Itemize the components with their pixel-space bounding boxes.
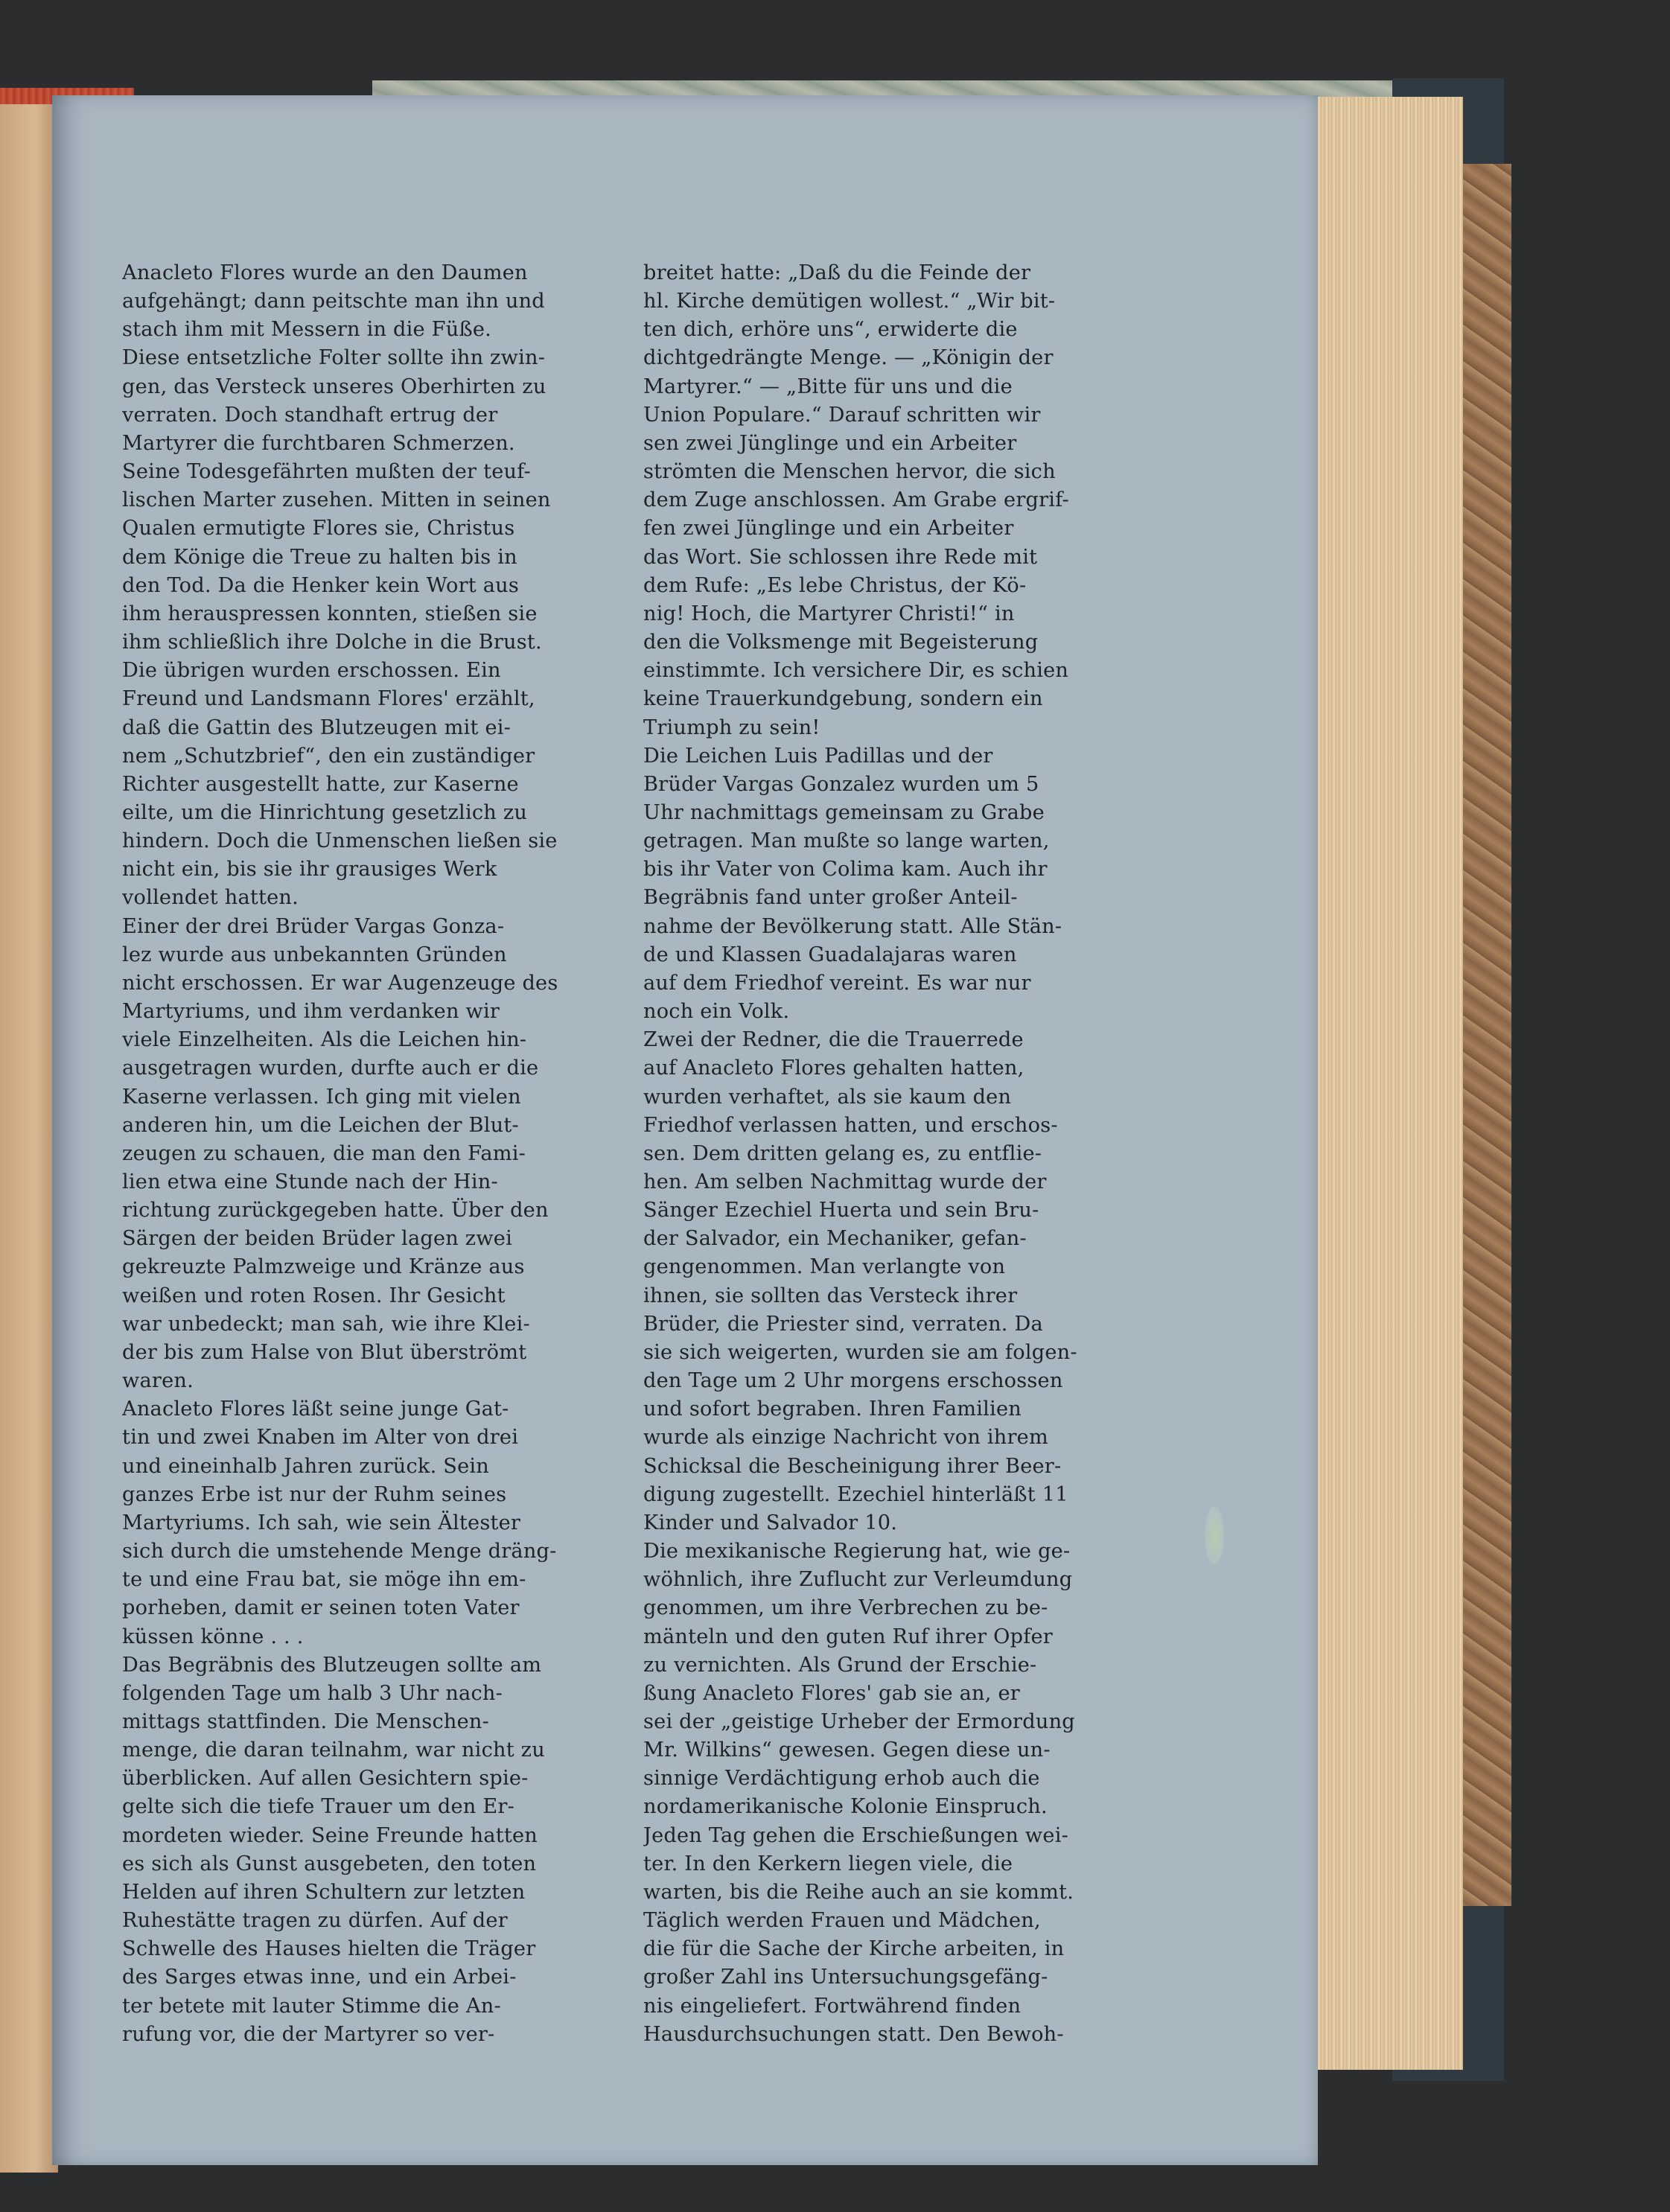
text-line: getragen. Man mußte so lange warten, xyxy=(643,829,1050,853)
text-line: auf Anacleto Flores gehalten hatten, xyxy=(643,1056,1024,1080)
text-line: noch ein Volk. xyxy=(643,1000,790,1024)
text-line: wurde als einzige Nachricht von ihrem xyxy=(643,1426,1048,1450)
text-line: nis eingeliefert. Fortwährend finden xyxy=(643,1994,1022,2018)
text-line: dichtgedrängte Menge. — „Königin der xyxy=(643,346,1054,370)
text-line: folgenden Tage um halb 3 Uhr nach- xyxy=(122,1681,503,1705)
text-line: porheben, damit er seinen toten Vater xyxy=(122,1596,520,1620)
paragraph xyxy=(643,1026,1144,1537)
text-line: war unbedeckt; man sah, wie ihre Klei- xyxy=(122,1312,530,1336)
text-line: Särgen der beiden Brüder lagen zwei xyxy=(122,1227,512,1251)
text-line: mordeten wieder. Seine Freunde hatten xyxy=(122,1823,538,1847)
text-line: gengenommen. Man verlangte von xyxy=(643,1255,1006,1279)
text-line: eilte, um die Hinrichtung gesetzlich zu xyxy=(122,800,528,824)
text-line: anderen hin, um die Leichen der Blut- xyxy=(122,1113,519,1137)
text-line: vollendet hatten. xyxy=(122,886,299,910)
text-line: verraten. Doch standhaft ertrug der xyxy=(122,403,498,427)
text-line: Schwelle des Hauses hielten die Träger xyxy=(122,1937,536,1961)
text-line: Sänger Ezechiel Huerta und sein Bru- xyxy=(643,1199,1039,1223)
text-column-right xyxy=(643,259,1144,2046)
text-line: Martyrer.“ — „Bitte für uns und die xyxy=(643,374,1013,398)
text-line: ten dich, erhöre uns“, erwiderte die xyxy=(643,318,1018,342)
text-line: gelte sich die tiefe Trauer um den Er- xyxy=(122,1795,514,1819)
text-line: der bis zum Halse von Blut überströmt xyxy=(122,1340,527,1364)
text-line: menge, die daran teilnahm, war nicht zu xyxy=(122,1738,545,1762)
text-line: Helden auf ihren Schultern zur letzten xyxy=(122,1880,526,1904)
text-line: Schicksal die Bescheinigung ihrer Beer- xyxy=(643,1454,1062,1478)
text-line: den Tod. Da die Henker kein Wort aus xyxy=(122,573,520,597)
text-line: hl. Kirche demütigen wollest.“ „Wir bit- xyxy=(643,290,1056,313)
text-line: ihnen, sie sollten das Versteck ihrer xyxy=(643,1284,1018,1307)
text-line: gen, das Versteck unseres Oberhirten zu xyxy=(122,374,546,398)
text-line: Seine Todesgefährten mußten der teuf- xyxy=(122,460,531,484)
text-line: Martyriums, und ihm verdanken wir xyxy=(122,1000,500,1024)
text-line: nicht erschossen. Er war Augenzeuge des xyxy=(122,971,558,995)
paragraph xyxy=(122,1395,613,1651)
text-line: te und eine Frau bat, sie möge ihn em- xyxy=(122,1568,526,1592)
text-line: bis ihr Vater von Colima kam. Auch ihr xyxy=(643,858,1048,882)
text-line: weißen und roten Rosen. Ihr Gesicht xyxy=(122,1284,506,1307)
text-line: Freund und Landsmann Flores' erzählt, xyxy=(122,687,535,711)
text-line: Die Leichen Luis Padillas und der xyxy=(643,744,993,768)
text-line: de und Klassen Guadalajaras waren xyxy=(643,943,1017,966)
text-line: strömten die Menschen hervor, die sich xyxy=(643,460,1056,484)
text-line: es sich als Gunst ausgebeten, den toten xyxy=(122,1852,537,1875)
text-line: lischen Marter zusehen. Mitten in seinen xyxy=(122,488,551,512)
text-line: wurden verhaftet, als sie kaum den xyxy=(643,1085,1012,1109)
text-line: richtung zurückgegeben hatte. Über den xyxy=(122,1199,549,1223)
text-line: ßung Anacleto Flores' gab sie an, er xyxy=(643,1681,1020,1705)
text-line: einstimmte. Ich versichere Dir, es schien xyxy=(643,659,1069,683)
text-line: Die übrigen wurden erschossen. Ein xyxy=(122,659,501,683)
text-line: das Wort. Sie schlossen ihre Rede mit xyxy=(643,545,1038,569)
text-line: lien etwa eine Stunde nach der Hin- xyxy=(122,1170,498,1193)
text-line: des Sarges etwas inne, und ein Arbei- xyxy=(122,1966,517,1989)
text-line: sei der „geistige Urheber der Ermordung xyxy=(643,1709,1075,1733)
text-line: Richter ausgestellt hatte, zur Kaserne xyxy=(122,772,519,796)
text-line: gekreuzte Palmzweige und Kränze aus xyxy=(122,1255,525,1279)
text-line: hindern. Doch die Unmenschen ließen sie xyxy=(122,829,558,853)
text-line: zeugen zu schauen, die man den Fami- xyxy=(122,1141,526,1165)
text-line: den die Volksmenge mit Begeisterung xyxy=(643,631,1039,654)
text-line: ihm schließlich ihre Dolche in die Brust. xyxy=(122,631,542,654)
paragraph xyxy=(643,742,1144,1027)
page-stain xyxy=(1205,1506,1224,1564)
text-line: und eineinhalb Jahren zurück. Sein xyxy=(122,1454,490,1478)
text-line: Kaserne verlassen. Ich ging mit vielen xyxy=(122,1085,521,1109)
text-line: Friedhof verlassen hatten, und erschos- xyxy=(643,1113,1058,1137)
text-line: tin und zwei Knaben im Alter von drei xyxy=(122,1426,519,1450)
paragraph xyxy=(643,259,1144,742)
text-line: Diese entsetzliche Folter sollte ihn zwin- xyxy=(122,346,546,370)
text-line: stach ihm mit Messern in die Füße. xyxy=(122,318,491,342)
text-line: Einer der drei Brüder Vargas Gonza- xyxy=(122,914,505,938)
text-line: viele Einzelheiten. Als die Leichen hin- xyxy=(122,1028,527,1052)
text-line: daß die Gattin des Blutzeugen mit ei- xyxy=(122,715,511,739)
text-line: dem Rufe: „Es lebe Christus, der Kö- xyxy=(643,573,1027,597)
left-page-edge xyxy=(0,88,58,2173)
paragraph xyxy=(122,913,613,1396)
text-line: Triumph zu sein! xyxy=(643,715,820,739)
paragraph xyxy=(122,259,613,913)
text-line: Ruhestätte tragen zu dürfen. Auf der xyxy=(122,1909,508,1933)
text-line: mänteln und den guten Ruf ihrer Opfer xyxy=(643,1625,1054,1648)
text-line: zu vernichten. Als Grund der Erschie- xyxy=(643,1653,1037,1677)
text-line: lez wurde aus unbekannten Gründen xyxy=(122,943,507,966)
text-line: ausgetragen wurden, durfte auch er die xyxy=(122,1056,539,1080)
text-line: nicht ein, bis sie ihr grausiges Werk xyxy=(122,858,497,882)
text-line: Martyrer die furchtbaren Schmerzen. xyxy=(122,431,515,455)
text-line: breitet hatte: „Daß du die Feinde der xyxy=(643,261,1031,284)
text-line: nem „Schutzbrief“, den ein zuständiger xyxy=(122,744,535,768)
text-line: Hausdurchsuchungen statt. Den Bewoh- xyxy=(643,2022,1064,2046)
text-line: Union Populare.“ Darauf schritten wir xyxy=(643,403,1041,427)
text-line: digung zugestellt. Ezechiel hinterläßt 11 xyxy=(643,1482,1068,1506)
text-line: Jeden Tag gehen die Erschießungen wei- xyxy=(643,1823,1068,1847)
text-line: auf dem Friedhof vereint. Es war nur xyxy=(643,971,1031,995)
text-line: küssen könne . . . xyxy=(122,1625,304,1648)
paragraph xyxy=(122,1651,613,2049)
text-line: Kinder und Salvador 10. xyxy=(643,1511,898,1534)
text-column-left xyxy=(122,259,613,2046)
text-line: Mr. Wilkins“ gewesen. Gegen diese un- xyxy=(643,1738,1051,1762)
text-line: nahme der Bevölkerung statt. Alle Stän- xyxy=(643,914,1062,938)
text-line: Begräbnis fand unter großer Anteil- xyxy=(643,886,1018,910)
text-line: mittags stattfinden. Die Menschen- xyxy=(122,1709,489,1733)
text-line: Anacleto Flores wurde an den Daumen xyxy=(122,261,528,284)
text-line: sinnige Verdächtigung erhob auch die xyxy=(643,1767,1040,1791)
text-line: rufung vor, die der Martyrer so ver- xyxy=(122,2022,495,2046)
text-line: der Salvador, ein Mechaniker, gefan- xyxy=(643,1227,1027,1251)
text-line: keine Trauerkundgebung, sondern ein xyxy=(643,687,1043,711)
text-line: fen zwei Jünglinge und ein Arbeiter xyxy=(643,517,1014,541)
text-line: ganzes Erbe ist nur der Ruhm seines xyxy=(122,1482,507,1506)
text-line: und sofort begraben. Ihren Familien xyxy=(643,1397,1022,1421)
text-line: wöhnlich, ihre Zuflucht zur Verleumdung xyxy=(643,1568,1073,1592)
paragraph xyxy=(643,1537,1144,1822)
text-line: sen. Dem dritten gelang es, zu entflie- xyxy=(643,1141,1042,1165)
text-line: sie sich weigerten, wurden sie am folgen- xyxy=(643,1340,1077,1364)
text-line: ter. In den Kerkern liegen viele, die xyxy=(643,1852,1013,1875)
paragraph xyxy=(643,1822,1144,2049)
text-line: Die mexikanische Regierung hat, wie ge- xyxy=(643,1540,1071,1564)
text-line: sich durch die umstehende Menge dräng- xyxy=(122,1540,557,1564)
text-line: ihm herauspressen konnten, stießen sie xyxy=(122,602,538,625)
page-edges xyxy=(1314,97,1463,2070)
text-line: Brüder, die Priester sind, verraten. Da xyxy=(643,1312,1043,1336)
text-line: großer Zahl ins Untersuchungsgefäng- xyxy=(643,1966,1048,1989)
text-line: Anacleto Flores läßt seine junge Gat- xyxy=(122,1397,509,1421)
text-line: aufgehängt; dann peitschte man ihn und xyxy=(122,290,545,313)
text-line: Qualen ermutigte Flores sie, Christus xyxy=(122,517,515,541)
text-line: Uhr nachmittags gemeinsam zu Grabe xyxy=(643,800,1045,824)
text-line: die für die Sache der Kirche arbeiten, in xyxy=(643,1937,1065,1961)
text-line: nordamerikanische Kolonie Einspruch. xyxy=(643,1795,1048,1819)
text-line: Täglich werden Frauen und Mädchen, xyxy=(643,1909,1041,1933)
text-line: Brüder Vargas Gonzalez wurden um 5 xyxy=(643,772,1039,796)
text-line: nig! Hoch, die Martyrer Christi!“ in xyxy=(643,602,1015,625)
text-line: Das Begräbnis des Blutzeugen sollte am xyxy=(122,1653,542,1677)
text-line: dem Zuge anschlossen. Am Grabe ergrif- xyxy=(643,488,1069,512)
text-line: überblicken. Auf allen Gesichtern spie- xyxy=(122,1767,529,1791)
text-line: den Tage um 2 Uhr morgens erschossen xyxy=(643,1369,1063,1393)
text-line: sen zwei Jünglinge und ein Arbeiter xyxy=(643,431,1017,455)
text-line: hen. Am selben Nachmittag wurde der xyxy=(643,1170,1047,1193)
text-line: Martyriums. Ich sah, wie sein Ältester xyxy=(122,1511,521,1534)
text-line: Zwei der Redner, die die Trauerrede xyxy=(643,1028,1024,1052)
text-line: genommen, um ihre Verbrechen zu be- xyxy=(643,1596,1048,1620)
text-line: waren. xyxy=(122,1369,194,1393)
text-line: ter betete mit lauter Stimme die An- xyxy=(122,1994,501,2018)
text-line: dem Könige die Treue zu halten bis in xyxy=(122,545,517,569)
text-line: warten, bis die Reihe auch an sie kommt. xyxy=(643,1880,1074,1904)
